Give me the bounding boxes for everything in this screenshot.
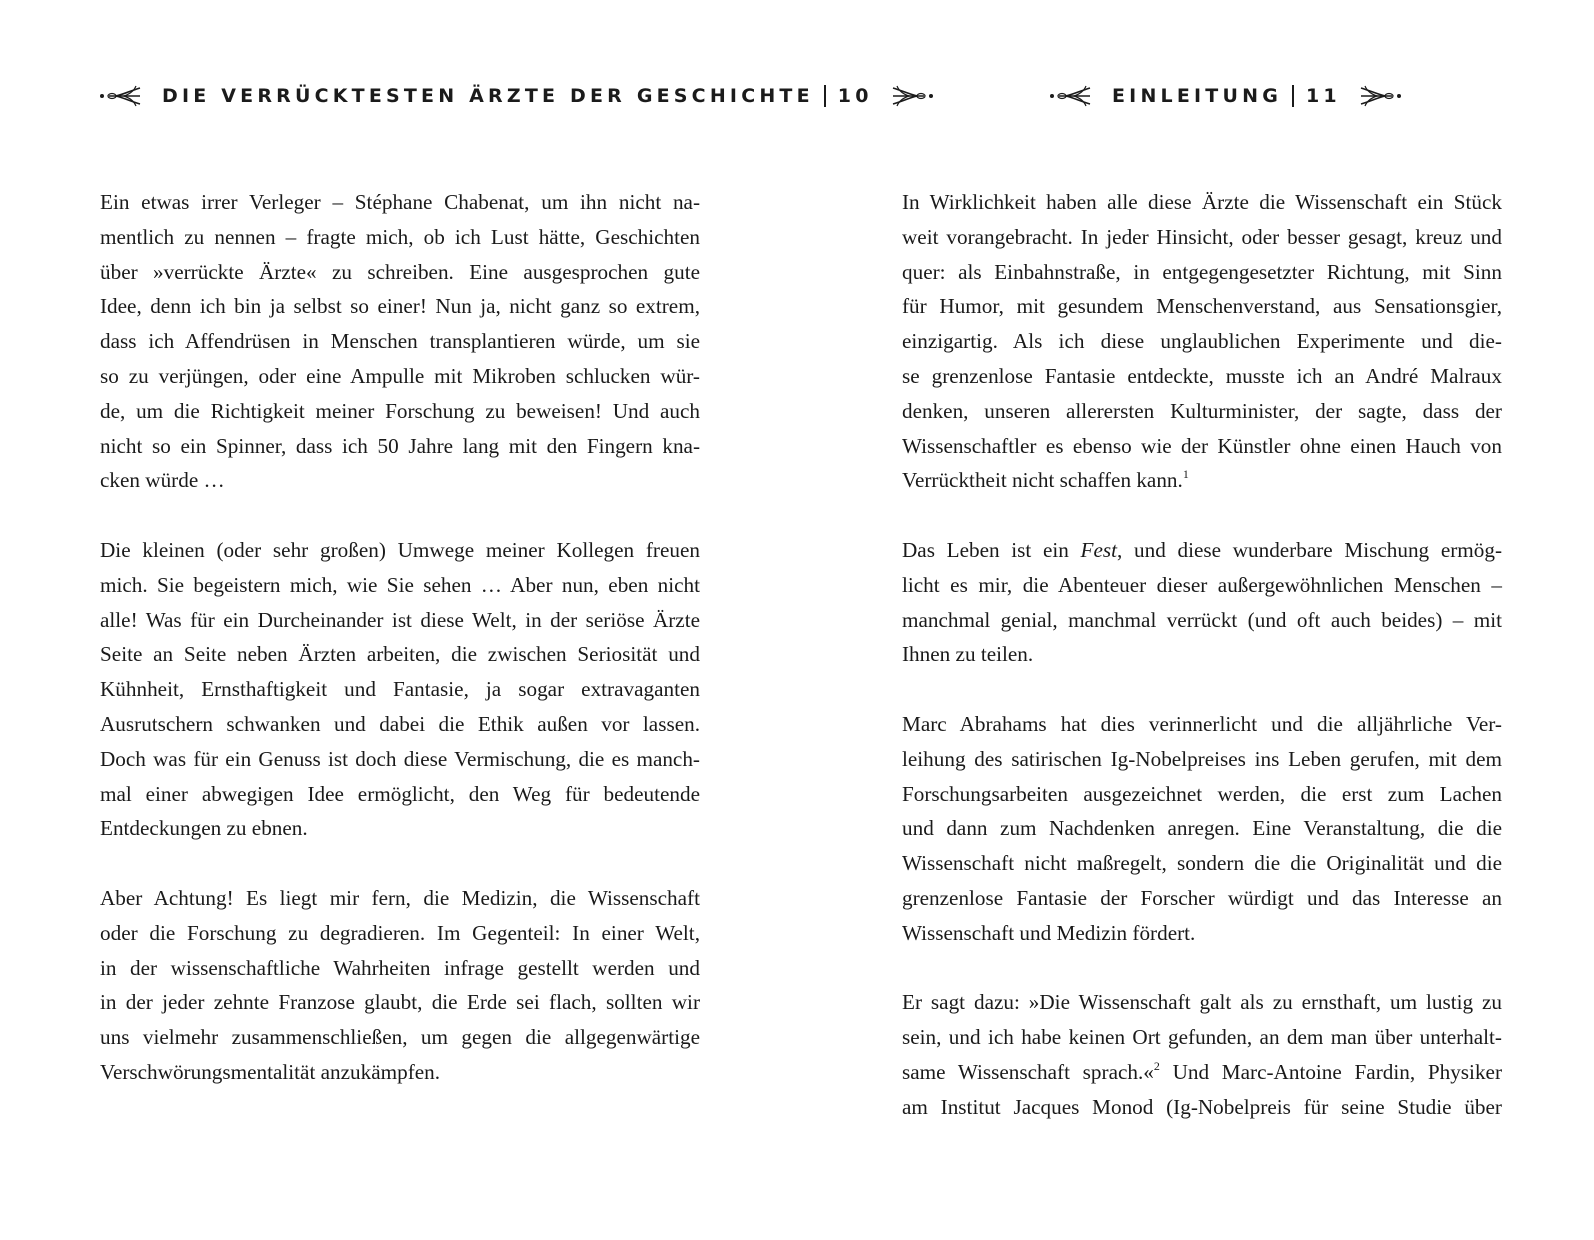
text-line: nicht so ein Spinner, dass ich 50 Jahre lang mit den Fingern kna-	[100, 433, 700, 458]
text-line-content: Und Marc-Antoine Fardin, Physiker	[1159, 1059, 1502, 1084]
text-line: Entdeckungen zu ebnen.	[100, 816, 308, 841]
paragraph	[902, 985, 1502, 1124]
text-line-content: same Wissenschaft sprach.«	[902, 1059, 1154, 1084]
text-line: quer: als Einbahnstraße, in entgegengesetzter Richtung, mit Sinn	[902, 259, 1502, 284]
text-line: leihung des satirischen Ig-Nobelpreises ins Leben gerufen, mit dem	[902, 746, 1502, 771]
text-line: grenzenlose Fantasie der Forscher würdigt und das Interesse an	[902, 885, 1502, 910]
text-line: Wissenschaftler es ebenso wie der Künstler ohne einen Hauch von	[902, 433, 1502, 458]
text-line: In Wirklichkeit haben alle diese Ärzte die Wissenschaft ein Stück	[902, 190, 1502, 214]
text-line: Ausrutschern schwanken und dabei die Ethik außen vor lassen.	[100, 711, 700, 736]
right-page	[902, 0, 1502, 1240]
text-line: uns vielmehr zusammenschließen, um gegen die allgegenwärtige	[100, 1025, 700, 1050]
text-line: Er sagt dazu: »Die Wissenschaft galt als zu ernsthaft, um lustig zu	[902, 990, 1502, 1015]
running-head-left	[100, 80, 933, 112]
left-page	[100, 0, 873, 1240]
paragraph	[902, 185, 1502, 498]
text-line: denken, unseren allerersten Kulturminister, der sagte, dass der	[902, 398, 1502, 423]
text-line: Aber Achtung! Es liegt mir fern, die Medizin, die Wissenschaft	[100, 885, 700, 910]
running-head-title: DIE VERRÜCKTESTEN ÄRZTE DER GESCHICHTE	[162, 85, 814, 107]
text-line: am Institut Jacques Monod (Ig-Nobelpreis für seine Studie über	[902, 1094, 1502, 1119]
text-line: se grenzenlose Fantasie entdeckte, musste ich an André Malraux	[902, 363, 1502, 388]
text-line	[902, 533, 1502, 568]
text-line: Seite an Seite neben Ärzten arbeiten, die zwischen Seriosität und	[100, 642, 700, 667]
text-line: de, um die Richtigkeit meiner Forschung zu beweisen! Und auch	[100, 398, 700, 423]
text-line: Idee, denn ich bin ja selbst so einer! Nun ja, nicht ganz so extrem,	[100, 294, 700, 319]
text-line: Verschwörungsmentalität anzukämpfen.	[100, 1059, 441, 1084]
text-line: Wissenschaft und Medizin fördert.	[902, 920, 1196, 945]
ornament-right-icon	[1355, 83, 1401, 109]
text-line: in der wissenschaftliche Wahrheiten infrage gestellt werden und	[100, 955, 700, 980]
text-line: Forschungsarbeiten ausgezeichnet werden, die erst zum Lachen	[902, 781, 1502, 806]
text-line: mich. Sie begeistern mich, wie Sie sehen … Aber nun, eben nicht	[100, 572, 700, 597]
paragraph	[100, 881, 700, 1090]
ornament-left-icon	[100, 83, 146, 109]
text-line: oder die Forschung zu degradieren. Im Gegenteil: In einer Welt,	[100, 920, 700, 945]
text-line: Kühnheit, Ernsthaftigkeit und Fantasie, ja sogar extravaganten	[100, 677, 700, 702]
emphasis-text: Fest	[1080, 537, 1118, 562]
text-line-content: Verrücktheit nicht schaffen kann.	[902, 468, 1183, 493]
text-line: in der jeder zehnte Franzose glaubt, die Erde sei flach, sollten wir	[100, 990, 700, 1015]
running-head-divider	[824, 85, 826, 107]
paragraph	[902, 533, 1502, 672]
text-line: Doch was für ein Genuss ist doch diese Vermischung, die es manch-	[100, 746, 700, 771]
running-head-right	[1050, 80, 1401, 112]
right-body-text	[902, 185, 1502, 1159]
text-line-content: Das Leben ist ein	[902, 537, 1081, 562]
left-body-text	[100, 185, 700, 1125]
text-line: mentlich zu nennen – fragte mich, ob ich Lust hätte, Geschichten	[100, 224, 700, 249]
text-line	[902, 463, 1502, 498]
ornament-left-icon	[1050, 83, 1096, 109]
page-number: 10	[837, 85, 873, 107]
text-line: weit vorangebracht. In jeder Hinsicht, oder besser gesagt, kreuz und	[902, 224, 1502, 249]
text-line: Marc Abrahams hat dies verinnerlicht und die alljährliche Ver-	[902, 711, 1502, 736]
running-head-title: EINLEITUNG	[1112, 85, 1282, 107]
paragraph	[100, 185, 700, 498]
text-line: licht es mir, die Abenteuer dieser außergewöhnlichen Menschen –	[902, 572, 1502, 597]
text-line: und dann zum Nachdenken anregen. Eine Veranstaltung, die die	[902, 816, 1502, 841]
text-line: cken würde …	[100, 468, 225, 493]
text-line: alle! Was für ein Durcheinander ist diese Welt, in der seriöse Ärzte	[100, 607, 700, 632]
text-line: so zu verjüngen, oder eine Ampulle mit Mikroben schlucken wür-	[100, 363, 700, 388]
text-line-content: , und diese wunderbare Mischung ermög-	[1117, 537, 1503, 562]
text-line: über »verrückte Ärzte« zu schreiben. Eine ausgesprochen gute	[100, 259, 700, 284]
text-line: für Humor, mit gesundem Menschenverstand, aus Sensationsgier,	[902, 294, 1502, 319]
paragraph	[100, 533, 700, 846]
running-head-divider	[1292, 85, 1294, 107]
footnote-marker: 2	[1153, 1058, 1160, 1073]
text-line: Wissenschaft nicht maßregelt, sondern die die Originalität und die	[902, 851, 1502, 876]
text-line	[902, 1055, 1502, 1090]
text-line: dass ich Affendrüsen in Menschen transplantieren würde, um sie	[100, 329, 700, 354]
text-line: sein, und ich habe keinen Ort gefunden, an dem man über unterhalt-	[902, 1025, 1502, 1050]
text-line: Ihnen zu teilen.	[902, 642, 1034, 667]
paragraph	[902, 707, 1502, 951]
page-number: 11	[1306, 85, 1341, 107]
text-line: Ein etwas irrer Verleger – Stéphane Chabenat, um ihn nicht na-	[100, 190, 700, 214]
text-line: einzigartig. Als ich diese unglaublichen Experimente und die-	[902, 329, 1502, 354]
text-line: manchmal genial, manchmal verrückt (und oft auch beides) – mit	[902, 607, 1502, 632]
footnote-marker: 1	[1182, 467, 1189, 482]
text-line: Die kleinen (oder sehr großen) Umwege meiner Kollegen freuen	[100, 537, 700, 562]
text-line: mal einer abwegigen Idee ermöglicht, den Weg für bedeutende	[100, 781, 700, 806]
